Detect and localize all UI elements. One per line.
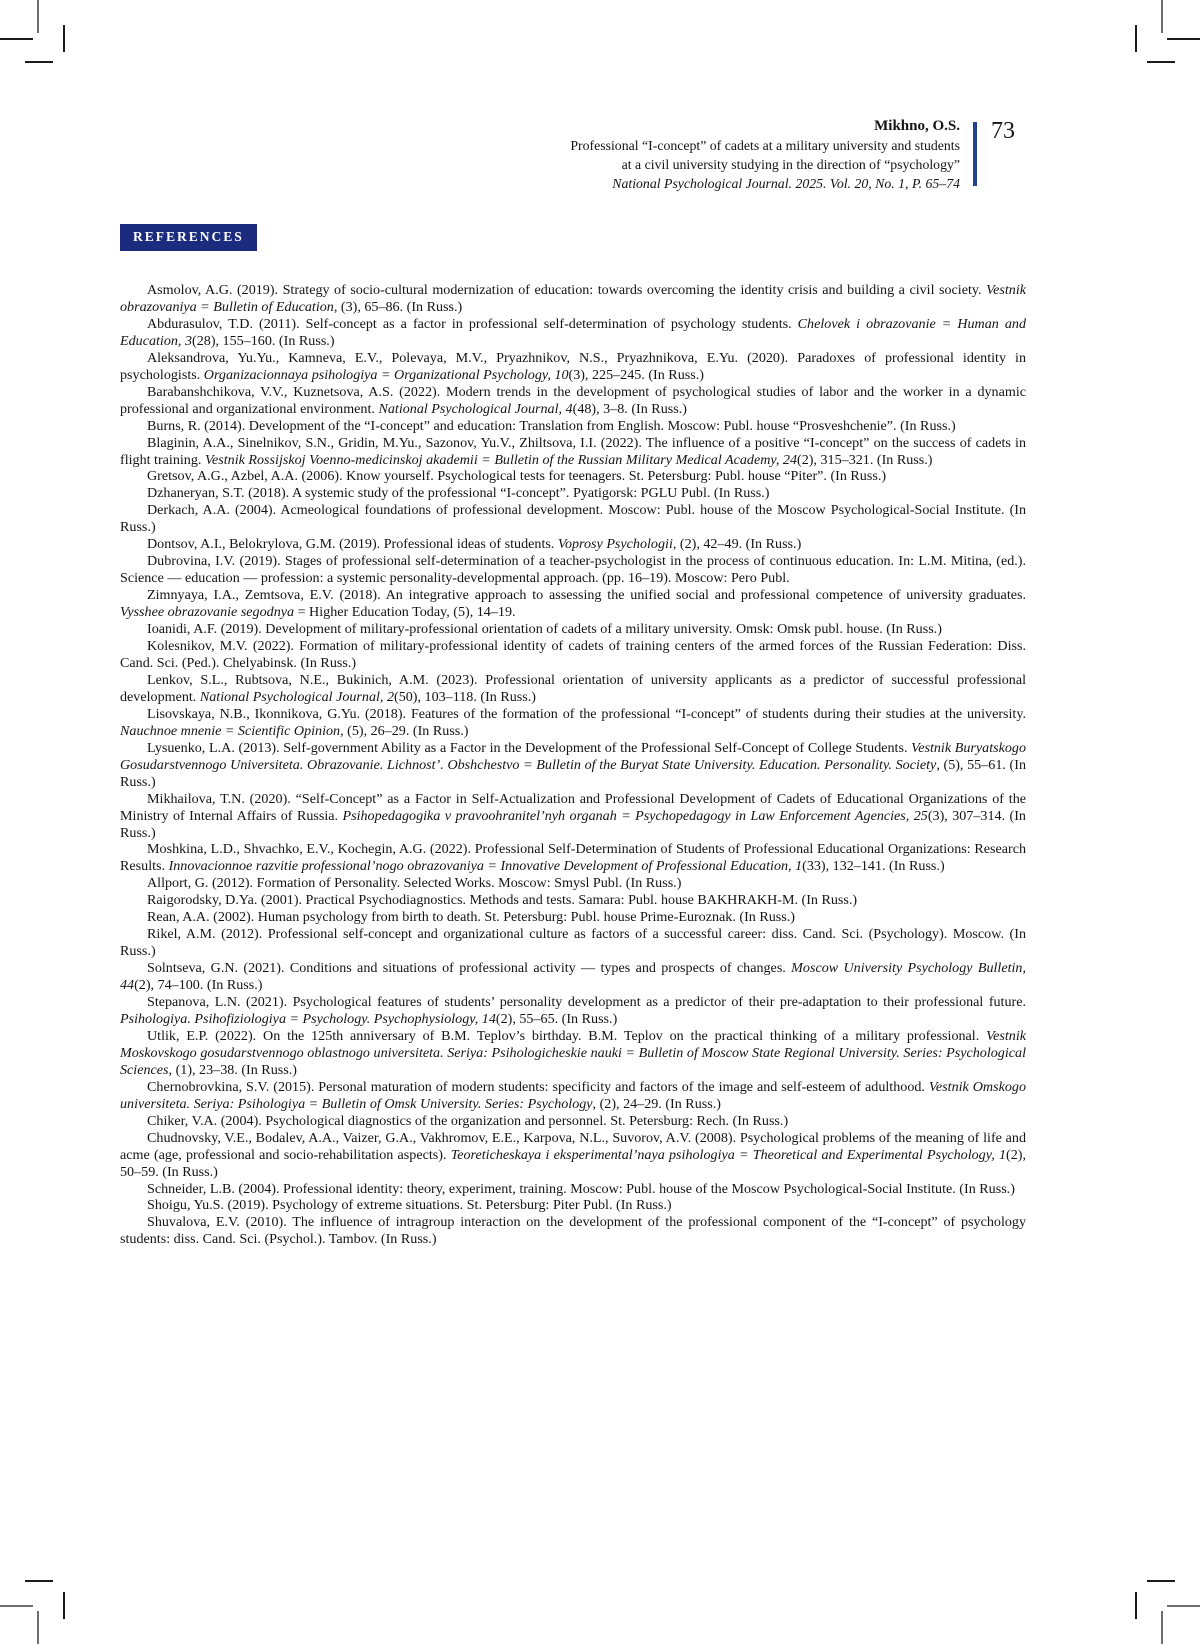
reference-item: Barabanshchikova, V.V., Kuznetsova, A.S. (2022). Modern trends in the development of psychological studies of labor and the worker in a dynamic professional and organizational environment. National Psychological Journal, 4(48), 3–8. (In Russ.) <box>120 383 1026 417</box>
reference-item: Lenkov, S.L., Rubtsova, N.E., Bukinich, A.M. (2023). Professional orientation of university applicants as a predictor of successful professional development. National Psychological Journal, 2(50), 103–118. (In Russ.) <box>120 671 1026 705</box>
crop-mark <box>63 25 65 52</box>
reference-item: Dontsov, A.I., Belokrylova, G.M. (2019). Professional ideas of students. Voprosy Psychologii, (2), 42–49. (In Russ.) <box>147 536 802 553</box>
reference-item: Mikhailova, T.N. (2020). “Self-Concept” as a Factor in Self-Actualization and Professional Development of Cadets of Educational Organizations of the Ministry of Internal Affairs of Russia. Psihopedagogika v pravoohranitel’nyh organah = Psychopedagogy in Law Enforcement Agencies, 25(3), 307–314. (In Russ.) <box>120 790 1026 841</box>
reference-item: Rean, A.A. (2002). Human psychology from birth to death. St. Petersburg: Publ. house Prime-Euroznak. (In Russ.) <box>147 909 795 926</box>
reference-item: Ioanidi, A.F. (2019). Development of military-professional orientation of cadets of a military university. Omsk: Omsk publ. house. (In Russ.) <box>147 621 942 638</box>
reference-item: Utlik, E.P. (2022). On the 125th anniversary of B.M. Teplov’s birthday. B.M. Teplov on the practical thinking of a military professional. Vestnik Moskovskogo gosudarstvennogo oblastnogo universiteta. Seriya: Psihologicheskie nauki = Bulletin of Moscow State Regional University. Series: Psychological Sciences, (1), 23–38. (In Russ.) <box>120 1027 1026 1078</box>
running-head-title-2: at a civil university studying in the direction of “psychology” <box>621 157 960 172</box>
reference-item: Lisovskaya, N.B., Ikonnikova, G.Yu. (2018). Features of the formation of the professional “I-concept” of students during their studies at the university. Nauchnoe mnenie = Scientific Opinion, (5), 26–29. (In Russ.) <box>120 705 1026 739</box>
reference-item: Asmolov, A.G. (2019). Strategy of socio-cultural modernization of education: towards overcoming the identity crisis and building a civil society. Vestnik obrazovaniya = Bulletin of Education, (3), 65–86. (In Russ.) <box>120 282 1026 315</box>
running-head-title-1: Professional “I-concept” of cadets at a military university and students <box>570 138 960 153</box>
reference-item: Schneider, L.B. (2004). Professional identity: theory, experiment, training. Moscow: Publ. house of the Moscow Psychological-Social Institute. (In Russ.) <box>147 1180 1015 1197</box>
running-head <box>570 117 960 193</box>
reference-item: Solntseva, G.N. (2021). Conditions and situations of professional activity — types and prospects of changes. Moscow University Psychology Bulletin, 44(2), 74–100. (In Russ.) <box>120 960 1026 994</box>
crop-mark <box>1147 1580 1175 1582</box>
reference-item: Chudnovsky, V.E., Bodalev, A.A., Vaizer, G.A., Vakhromov, E.E., Karpova, N.L., Suvorov, A.V. (2008). Psychological problems of the meaning of life and acme (age, professional and socio-rehabilitation aspects). Teoreticheskaya i eksperimental’naya psihologiya = Theoretical and Experimental Psychology, 1(2), 50–59. (In Russ.) <box>120 1129 1026 1180</box>
reference-item: Blaginin, A.A., Sinelnikov, S.N., Gridin, M.Yu., Sazonov, Yu.V., Zhiltsova, I.I. (2022). The influence of a positive “I-concept” on the success of cadets in flight training. Vestnik Rossijskoj Voenno-medicinskoj akademii = Bulletin of the Russian Military Medical Academy, 24(2), 315–321. (In Russ.) <box>120 434 1026 468</box>
reference-item: Chiker, V.A. (2004). Psychological diagnostics of the organization and personnel. St. Petersburg: Rech. (In Russ.) <box>147 1112 789 1129</box>
reference-item: Lysuenko, L.A. (2013). Self-government Ability as a Factor in the Development of the Professional Self-Concept of College Students. Vestnik Buryatskogo Gosudarstvennogo Universiteta. Obrazovanie. Lichnost’. Obshchestvo = Bulletin of the Buryat State University. Education. Personality. Society, (5), 55–61. (In Russ.) <box>120 739 1026 790</box>
crop-mark <box>1135 25 1137 52</box>
page-number-divider <box>973 122 977 186</box>
crop-mark <box>1167 1605 1200 1607</box>
reference-item: Shuvalova, E.V. (2010). The influence of intragroup interaction on the development of the professional component of the “I-concept” of psychology students: diss. Cand. Sci. (Psychol.). Tambov. (In Russ.) <box>120 1214 1026 1248</box>
references-list <box>120 282 1026 1248</box>
reference-item: Raigorodsky, D.Ya. (2001). Practical Psychodiagnostics. Methods and tests. Samara: Publ. house BAKHRAKH-M. (In Russ.) <box>147 892 858 909</box>
reference-item: Stepanova, L.N. (2021). Psychological features of students’ personality development as a predictor of their pre-adaptation to their professional future. Psihologiya. Psihofiziologiya = Psychology. Psychophysiology, 14(2), 55–65. (In Russ.) <box>120 994 1026 1027</box>
reference-item: Abdurasulov, T.D. (2011). Self-concept as a factor in professional self-determination of psychology students. Chelovek i obrazovanie = Human and Education, 3(28), 155–160. (In Russ.) <box>120 315 1026 349</box>
reference-item: Gretsov, A.G., Azbel, A.A. (2006). Know yourself. Psychological tests for teenagers. St. Petersburg: Publ. house “Piter”. (In Russ.) <box>147 468 887 485</box>
crop-mark <box>0 38 33 40</box>
crop-mark <box>1161 0 1163 33</box>
reference-item: Rikel, A.M. (2012). Professional self-concept and organizational culture as factors of a successful career: diss. Cand. Sci. (Psychology). Moscow. (In Russ.) <box>120 926 1026 960</box>
crop-mark <box>37 1611 39 1644</box>
running-head-journal: National Psychological Journal. 2025. Vol. 20, No. 1, P. 65–74 <box>612 176 960 191</box>
reference-item: Burns, R. (2014). Development of the “I-concept” and education: Translation from English. Moscow: Publ. house “Prosveshchenie”. (In Russ.) <box>147 417 956 434</box>
reference-item: Chernobrovkina, S.V. (2015). Personal maturation of modern students: specificity and factors of the image and self-esteem of adulthood. Vestnik Omskogo universiteta. Seriya: Psihologiya = Bulletin of Omsk University. Series: Psychology, (2), 24–29. (In Russ.) <box>120 1078 1026 1112</box>
reference-item: Aleksandrova, Yu.Yu., Kamneva, E.V., Polevaya, M.V., Pryazhnikov, N.S., Pryazhnikova, E.Yu. (2020). Paradoxes of professional identity in psychologists. Organizacionnaya psihologiya = Organizational Psychology, 10(3), 225–245. (In Russ.) <box>120 349 1026 383</box>
reference-item: Dzhaneryan, S.T. (2018). A systemic study of the professional “I-concept”. Pyatigorsk: PGLU Publ. (In Russ.) <box>147 485 770 502</box>
crop-mark <box>63 1592 65 1619</box>
reference-item: Kolesnikov, M.V. (2022). Formation of military-professional identity of cadets of training centers of the armed forces of the Russian Federation: Diss. Cand. Sci. (Ped.). Chelyabinsk. (In Russ.) <box>120 638 1026 671</box>
crop-mark <box>37 0 39 33</box>
crop-mark <box>1147 61 1175 63</box>
crop-mark <box>25 61 53 63</box>
crop-mark <box>1135 1592 1137 1619</box>
reference-item: Shoigu, Yu.S. (2019). Psychology of extreme situations. St. Petersburg: Piter Publ. (In Russ.) <box>147 1197 672 1214</box>
reference-item: Allport, G. (2012). Formation of Personality. Selected Works. Moscow: Smysl Publ. (In Russ.) <box>147 875 682 892</box>
reference-item: Zimnyaya, I.A., Zemtsova, E.V. (2018). An integrative approach to assessing the unified social and professional competence of university graduates. Vysshee obrazovanie segodnya = Higher Education Today, (5), 14–19. <box>120 587 1026 621</box>
crop-mark <box>1167 38 1200 40</box>
page-number: 73 <box>991 118 1015 144</box>
running-head-author: Mikhno, O.S. <box>874 118 960 134</box>
reference-item: Moshkina, L.D., Shvachko, E.V., Kochegin, A.G. (2022). Professional Self-Determination of Students of Professional Educational Organizations: Research Results. Innovacionnoe razvitie professional’nogo obrazovaniya = Innovative Development of Professional Education, 1(33), 132–141. (In Russ.) <box>120 841 1026 875</box>
crop-mark <box>0 1605 33 1607</box>
references-section-badge: REFERENCES <box>120 224 257 251</box>
crop-mark <box>1161 1611 1163 1644</box>
crop-mark <box>25 1580 53 1582</box>
reference-item: Dubrovina, I.V. (2019). Stages of professional self-determination of a teacher-psychologist in the process of continuous education. In: L.M. Mitina, (ed.). Science — education — profession: a systemic personality-developmental approach. (pp. 16–19). Moscow: Pero Publ. <box>120 553 1026 587</box>
reference-item: Derkach, A.A. (2004). Acmeological foundations of professional development. Moscow: Publ. house of the Moscow Psychological-Social Institute. (In Russ.) <box>120 502 1026 536</box>
